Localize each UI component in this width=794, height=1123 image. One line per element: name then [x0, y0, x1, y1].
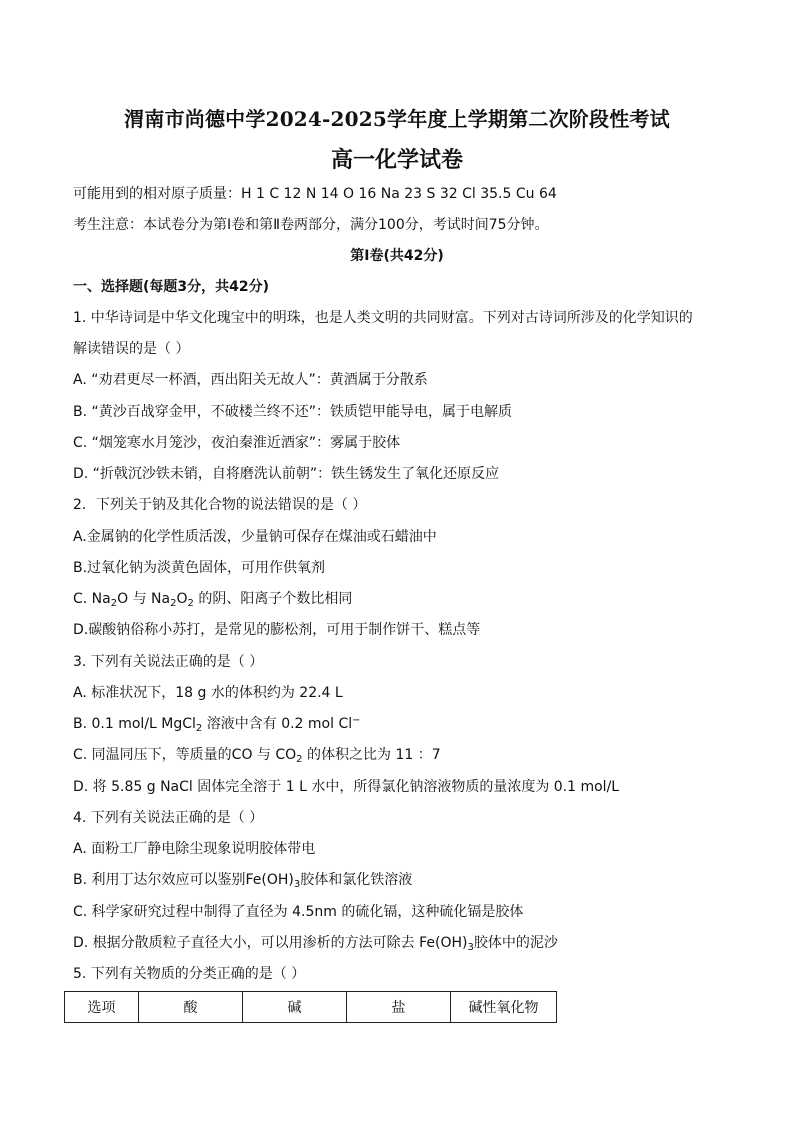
q1-option-d: D. “折戟沉沙铁未销，自将磨洗认前朝”：铁生锈发生了氧化还原反应 [73, 466, 500, 482]
exam-title: 渭南市尚德中学2024-2025学年度上学期第二次阶段性考试 [124, 107, 670, 131]
q2-option-b: B.过氧化钠为淡黄色固体，可用作供氧剂 [73, 560, 326, 576]
q1-stem-line2: 解读错误的是（ ） [73, 341, 190, 357]
q1-option-a: A. “劝君更尽一杯酒，西出阳关无故人”：黄酒属于分散系 [73, 372, 428, 388]
table-header-cell: 酸 [139, 992, 243, 1023]
q4-option-c: C. 科学家研究过程中制得了直径为 4.5nm 的硫化镉，这种硫化镉是胶体 [73, 904, 524, 920]
notice-line: 考生注意：本试卷分为第Ⅰ卷和第Ⅱ卷两部分，满分100分，考试时间75分钟。 [73, 217, 549, 233]
q4-option-d: D. 根据分散质粒子直径大小，可以用渗析的方法可除去 $Fe(OH)_3$胶体中的泥沙 [73, 935, 558, 953]
q3-option-b: B. 0.1 mol/L MgCl$_2$ 溶液中含有 0.2 mol Cl− [73, 715, 361, 734]
section-title: 第Ⅰ卷(共42分) [350, 248, 444, 264]
q3-option-d: D. 将 5.85 g NaCl 固体完全溶于 1 L 水中，所得氯化钠溶液物质的量浓度为 0.1 mol/L [73, 779, 620, 795]
q5-classification-table [64, 991, 557, 1023]
q2-option-d: D.碳酸钠俗称小苏打，是常见的膨松剂，可用于制作饼干、糕点等 [73, 622, 481, 638]
q1-stem-line1: 1. 中华诗词是中华文化瑰宝中的明珠，也是人类文明的共同财富。下列对古诗词所涉及的化学知识的 [73, 310, 693, 326]
q4-option-b: B. 利用丁达尔效应可以鉴别$Fe(OH)_3$胶体和氯化铁溶液 [73, 872, 413, 890]
q4-option-a: A. 面粉工厂静电除尘现象说明胶体带电 [73, 841, 316, 857]
atomic-masses-line: 可能用到的相对原子质量：H 1 C 12 N 14 O 16 Na 23 S 32 Cl 35.5 Cu 64 [73, 186, 557, 202]
q3-stem: 3. 下列有关说法正确的是（ ） [73, 654, 264, 670]
q1-option-c: C. “烟笼寒水月笼沙，夜泊秦淮近酒家”：雾属于胶体 [73, 435, 401, 451]
table-header-cell: 碱 [243, 992, 347, 1023]
exam-subtitle: 高一化学试卷 [330, 147, 463, 173]
table-header-cell: 盐 [347, 992, 451, 1023]
table-header-row [65, 992, 557, 1023]
q1-option-b: B. “黄沙百战穿金甲，不破楼兰终不还”：铁质铠甲能导电，属于电解质 [73, 404, 513, 420]
part-title: 一、选择题(每题3分，共42分) [73, 279, 270, 295]
q3-option-a: A. 标准状况下，18 g 水的体积约为 22.4 L [73, 685, 343, 701]
q5-stem: 5. 下列有关物质的分类正确的是（ ） [73, 966, 306, 982]
q3-option-c: C. 同温同压下，等质量的CO 与 $CO_2$ 的体积之比为 11 ：7 [73, 747, 441, 765]
q4-stem: 4. 下列有关说法正确的是（ ） [73, 810, 264, 826]
q2-stem: 2．下列关于钠及其化合物的说法错误的是（ ） [73, 497, 367, 513]
table-header-cell: 选项 [65, 992, 139, 1023]
q2-option-c: C. $Na_2O$ 与 $Na_2O_2$ 的阴、阳离子个数比相同 [73, 591, 353, 609]
table-header-cell: 碱性氧化物 [451, 992, 557, 1023]
q2-option-a: A.金属钠的化学性质活泼，少量钠可保存在煤油或石蜡油中 [73, 529, 437, 545]
